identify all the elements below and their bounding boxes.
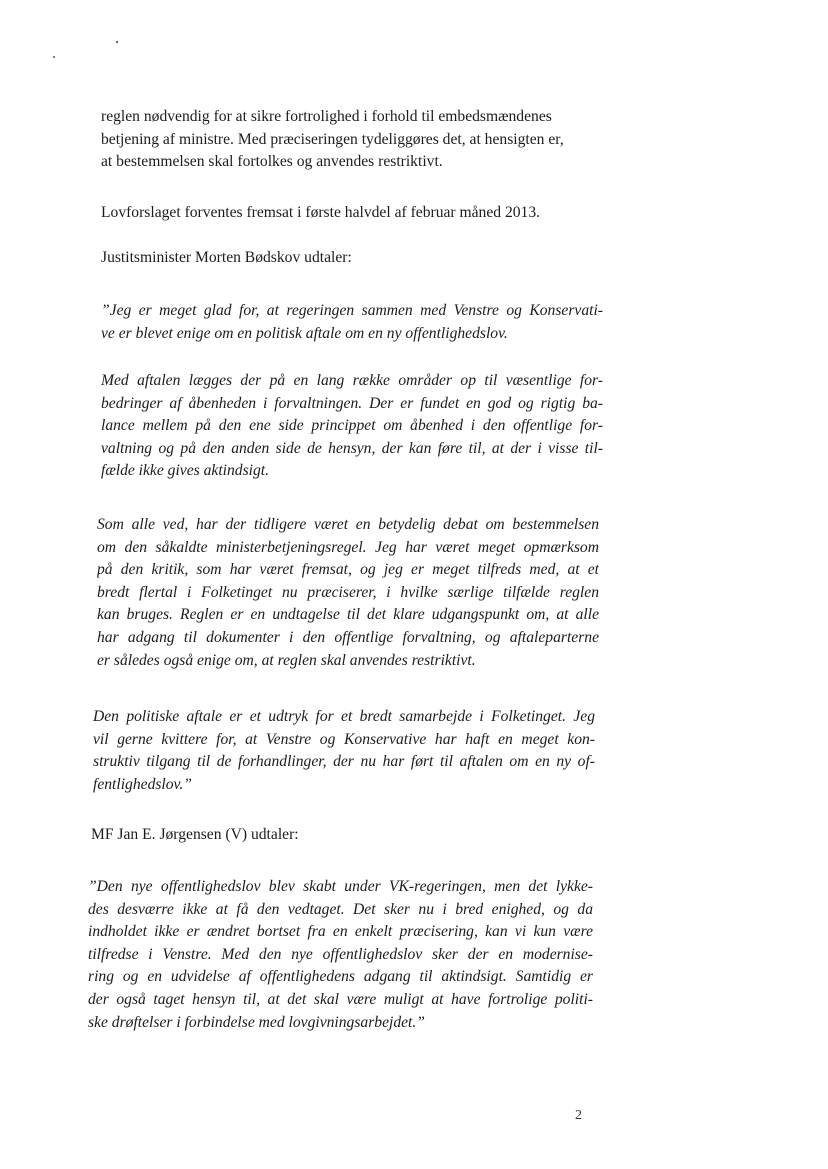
text-line: på den kritik, som har været fremsat, og jeg er meget tilfreds med, at et: [97, 561, 599, 579]
text-line: at bestemmelsen skal fortolkes og anvendes restriktivt.: [101, 153, 443, 171]
quote-minister-3: [97, 514, 599, 672]
text-line: ske drøftelser i forbindelse med lovgivningsarbejdet.”: [88, 1013, 425, 1031]
text-line: betjening af ministre. Med præciseringen tydeliggøres det, at hensigten er,: [101, 130, 564, 148]
text-line: Lovforslaget forventes fremsat i første halvdel af februar måned 2013.: [101, 204, 541, 221]
paragraph-jorgensen-intro: [91, 824, 601, 847]
text-line: kan bruges. Reglen er en undtagelse til det klare udgangspunkt om, at alle: [97, 606, 599, 624]
text-line: ve er blevet enige om en politisk aftale om en ny offentlighedslov.: [101, 324, 508, 342]
text-line: tilfredse i Venstre. Med den nye offentlighedslov sker der en modernise-: [88, 945, 593, 963]
text-line: ring og en udvidelse af offentlighedens adgang til aktindsigt. Samtidig er: [88, 968, 593, 986]
text-line: er således også enige om, at reglen skal anvendes restriktivt.: [97, 651, 476, 669]
text-line: har adgang til dokumenter i den offentlige forvaltning, og aftaleparterne: [97, 628, 599, 646]
text-line: bredt flertal i Folketinget nu præciserer, i hvilke særlige tilfælde reglen: [97, 583, 599, 601]
text-line: Den politiske aftale er et udtryk for et bredt samarbejde i Folketinget. Jeg: [93, 708, 595, 725]
text-line: fælde ikke gives aktindsigt.: [101, 462, 270, 480]
text-line: MF Jan E. Jørgensen (V) udtaler:: [91, 826, 299, 843]
text-line: valtning og på den anden side de hensyn, der kan føre til, at der i visse til-: [101, 439, 603, 457]
text-line: des desværre ikke at få den vedtaget. Det sker nu i bred enighed, og da: [88, 900, 593, 918]
paragraph-justitsminister-intro: [101, 247, 611, 270]
text-line: struktiv tilgang til de forhandlinger, der nu har ført til aftalen om en ny of-: [93, 753, 595, 771]
text-line: der også taget hensyn til, at det skal være muligt at have fortrolige politi-: [88, 990, 593, 1008]
text-line: reglen nødvendig for at sikre fortrolighed i forhold til embedsmændenes: [101, 108, 552, 125]
text-line: Med aftalen lægges der på en lang række områder op til væsentlige for-: [101, 372, 603, 389]
scan-speck: [116, 41, 118, 43]
text-line: Justitsminister Morten Bødskov udtaler:: [101, 249, 352, 266]
page-number: 2: [575, 1108, 582, 1123]
text-line: Som alle ved, har der tidligere været en betydelig debat om bestemmelsen: [97, 516, 599, 533]
text-line: ”Den nye offentlighedslov blev skabt under VK-regeringen, men det lykke-: [88, 878, 593, 895]
scan-speck: [53, 56, 55, 58]
quote-minister-1: [101, 300, 603, 345]
paragraph-lovforslag: [101, 202, 611, 225]
text-line: ”Jeg er meget glad for, at regeringen sammen med Venstre og Konservati-: [101, 302, 603, 319]
text-line: vil gerne kvittere for, at Venstre og Konservative har haft en meget kon-: [93, 730, 595, 748]
quote-jorgensen: [88, 876, 593, 1034]
text-line: bedringer af åbenheden i forvaltningen. Der er fundet en god og rigtig ba-: [101, 394, 603, 412]
paragraph-ministerbetjening-end: [101, 106, 611, 174]
quote-minister-2: [101, 370, 603, 483]
text-line: fentlighedslov.”: [93, 775, 192, 793]
text-line: om den såkaldte ministerbetjeningsregel. Jeg har været meget opmærksom: [97, 538, 599, 556]
text-line: lance mellem på den ene side princippet om åbenhed i den offentlige for-: [101, 417, 603, 435]
quote-minister-4: [93, 706, 595, 796]
text-line: indholdet ikke er ændret bortset fra en enkelt præcisering, kan vi kun være: [88, 923, 593, 941]
